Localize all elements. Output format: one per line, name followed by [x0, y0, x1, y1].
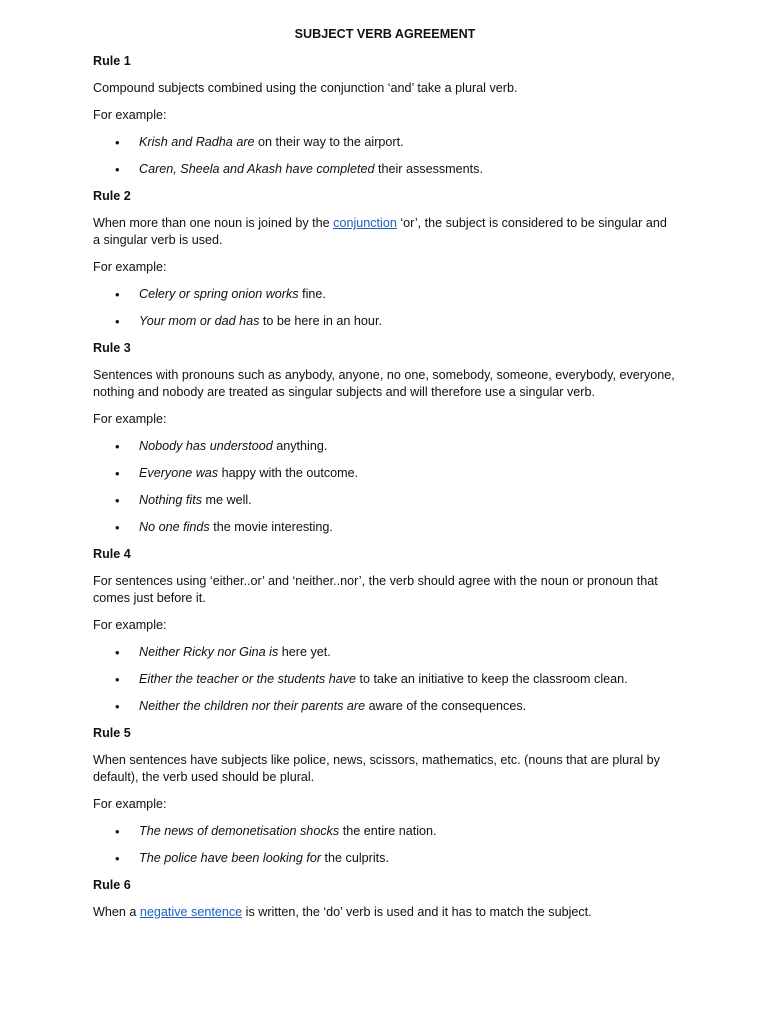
- example-subject: Everyone was: [139, 466, 219, 480]
- rule-2-text: [93, 215, 677, 249]
- example-subject: Caren, Sheela and Akash have completed: [139, 162, 375, 176]
- example-subject: Either the teacher or the students have: [139, 672, 357, 686]
- example-subject: Neither Ricky nor Gina is: [139, 645, 279, 659]
- rule-2-examples: [93, 286, 677, 330]
- rule-1-text: Compound subjects combined using the conjunction ‘and’ take a plural verb.: [93, 81, 518, 95]
- rule-6-text-after: is written, the ‘do’ verb is used and it has to match the subject.: [242, 905, 592, 919]
- example-subject: Neither the children nor their parents are: [139, 699, 366, 713]
- example-item: [93, 161, 677, 178]
- example-item: [93, 850, 677, 867]
- rule-2-heading: Rule 2: [93, 189, 131, 203]
- rule-5-examples: [93, 823, 677, 867]
- example-rest: their assessments.: [374, 162, 483, 176]
- example-subject: Celery or spring onion works: [139, 287, 299, 301]
- rule-4-for-example: For example:: [93, 618, 167, 632]
- example-subject: Nothing fits: [139, 493, 202, 507]
- example-item: [93, 698, 677, 715]
- rule-3-for-example: For example:: [93, 412, 167, 426]
- rule-1-heading: Rule 1: [93, 54, 131, 68]
- example-item: [93, 671, 677, 688]
- rule-1-examples: [93, 134, 677, 178]
- example-rest: on their way to the airport.: [254, 135, 404, 149]
- example-item: [93, 465, 677, 482]
- example-item: [93, 438, 677, 455]
- example-item: [93, 644, 677, 661]
- rule-4-heading: Rule 4: [93, 547, 131, 561]
- rule-6-text: [93, 904, 677, 921]
- rule-6-heading: Rule 6: [93, 878, 131, 892]
- example-rest: me well.: [202, 493, 252, 507]
- example-subject: Your mom or dad has: [139, 314, 260, 328]
- rule-5-for-example: For example:: [93, 797, 167, 811]
- document-content: [93, 26, 677, 931]
- rule-2-for-example: For example:: [93, 260, 167, 274]
- example-rest: aware of the consequences.: [365, 699, 527, 713]
- example-subject: Nobody has understood: [139, 439, 273, 453]
- example-rest: anything.: [272, 439, 328, 453]
- rule-3-text: Sentences with pronouns such as anybody, anyone, no one, somebody, someone, everybody, everyone, nothing and nobody are treated as singular subjects and will therefore use a singular verb.: [93, 368, 675, 399]
- example-rest: the entire nation.: [339, 824, 437, 838]
- negative-sentence-link[interactable]: negative sentence: [139, 905, 243, 919]
- example-rest: happy with the outcome.: [218, 466, 359, 480]
- example-rest: here yet.: [278, 645, 331, 659]
- rule-4-text: For sentences using ‘either..or’ and ‘neither..nor’, the verb should agree with the noun or pronoun that comes just before it.: [93, 574, 658, 605]
- example-subject: No one finds: [139, 520, 210, 534]
- rule-4-examples: [93, 644, 677, 715]
- document-title: SUBJECT VERB AGREEMENT: [294, 27, 476, 41]
- rule-3-heading: Rule 3: [93, 341, 131, 355]
- rule-6-text-before: When a: [93, 905, 140, 919]
- example-item: [93, 823, 677, 840]
- example-rest: to be here in an hour.: [259, 314, 382, 328]
- example-item: [93, 134, 677, 151]
- example-subject: Krish and Radha are: [139, 135, 255, 149]
- rule-3-examples: [93, 438, 677, 536]
- example-rest: to take an initiative to keep the classroom clean.: [356, 672, 628, 686]
- conjunction-link[interactable]: conjunction: [333, 216, 397, 230]
- example-item: [93, 519, 677, 536]
- rule-2-text-after: ‘or’, the subject is considered to be singular and a singular verb is used.: [93, 216, 667, 247]
- example-item: [93, 492, 677, 509]
- rule-1-for-example: For example:: [93, 108, 167, 122]
- example-subject: The news of demonetisation shocks: [139, 824, 340, 838]
- example-item: [93, 286, 677, 303]
- rule-5-heading: Rule 5: [93, 726, 131, 740]
- example-subject: The police have been looking for: [139, 851, 322, 865]
- rule-2-text-before: When more than one noun is joined by the: [93, 216, 334, 230]
- rule-5-text: When sentences have subjects like police, news, scissors, mathematics, etc. (nouns that are plural by default), the verb used should be plural.: [93, 753, 660, 784]
- example-rest: the culprits.: [321, 851, 389, 865]
- example-rest: the movie interesting.: [209, 520, 333, 534]
- example-rest: fine.: [298, 287, 326, 301]
- example-item: [93, 313, 677, 330]
